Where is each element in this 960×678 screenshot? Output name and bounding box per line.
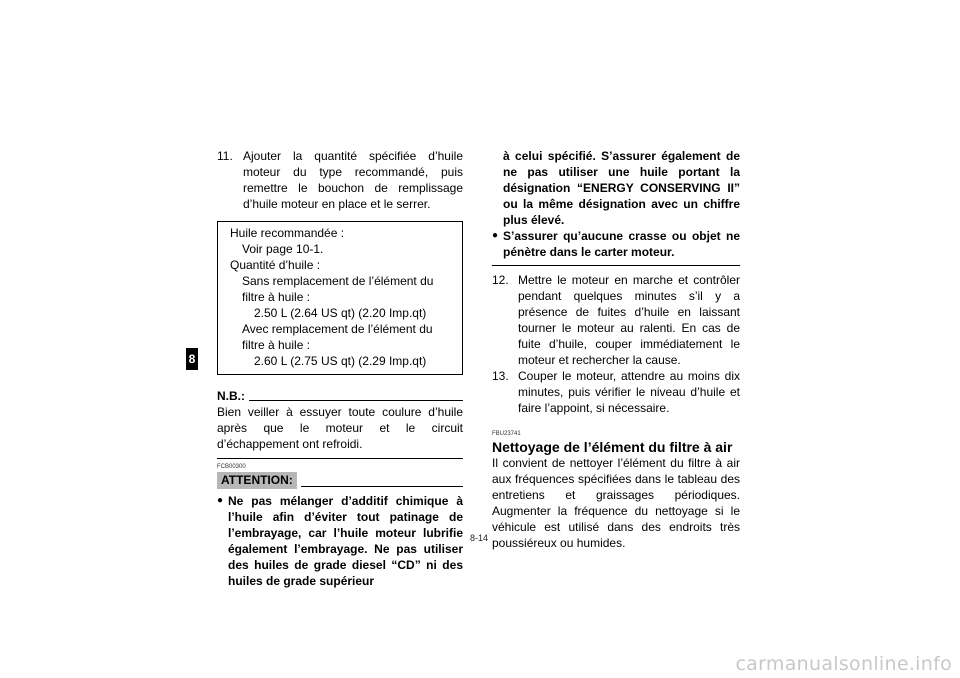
bullet-icon: ● (492, 230, 499, 241)
step-13 (492, 368, 740, 416)
spec-line: 2.60 L (2.75 US qt) (2.29 Imp.qt) (254, 354, 427, 368)
spec-line: 2.50 L (2.64 US qt) (2.20 Imp.qt) (254, 306, 427, 320)
section-title: Nettoyage de l’élément du filtre à air (492, 439, 733, 455)
spec-line: Sans remplacement de l’élément du filtre à huile : (242, 274, 434, 304)
spec-line: Quantité d’huile : (230, 258, 321, 272)
note-rule (249, 400, 463, 401)
step-text: Couper le moteur, attendre au moins dix minutes, puis vérifier le niveau d’huile et faire l’appoint, si nécessaire. (518, 369, 740, 415)
bullet-text: Ne pas mélanger d’additif chimique à l’huile afin d’éviter tout patinage de l’embrayage, car l’huile moteur lubrifie également l’embrayage. Ne pas utiliser des huiles de grade diesel “CD” ni des huiles de grade supérieur (228, 494, 463, 588)
attention-rule (301, 486, 463, 487)
attention-bullet-1-continued: à celui spécifié. S’assurer également de ne pas utiliser une huile portant la désignation “ENERGY CONSERVING II” ou la même désignation avec un chiffre plus élevé. (503, 149, 740, 227)
attention-label: ATTENTION: (217, 472, 297, 489)
step-text: Ajouter la quantité spécifiée d’huile moteur du type recommandé, puis remettre le bouchon de remplissage d’huile moteur en place et le serrer. (243, 149, 463, 211)
section-code: FBU23741 (492, 431, 521, 437)
step-12 (492, 272, 740, 368)
step-text: Mettre le moteur en marche et contrôler pendant quelques minutes s’il y a présence de fuites d’huile en laissant tourner le moteur au ralenti. En cas de fuite d’huile, couper immédiatement le moteur et rechercher la cause. (518, 273, 740, 367)
attention-heading (217, 472, 463, 489)
attention-code: FCB00300 (217, 464, 246, 470)
spec-line: Voir page 10-1. (242, 242, 324, 256)
spec-line: Avec remplacement de l’élément du filtre à huile : (242, 322, 433, 352)
note-end-rule (217, 458, 463, 459)
page-number: 8-14 (470, 533, 489, 543)
attention-bullet-1 (217, 493, 463, 589)
left-column (217, 148, 463, 589)
attention-bullet-2 (492, 228, 740, 260)
step-number: 13. (492, 369, 509, 383)
oil-spec-box (217, 221, 463, 375)
note-heading (217, 388, 463, 404)
step-number: 12. (492, 273, 509, 287)
right-column (492, 148, 740, 551)
watermark: carmanualsonline.info (735, 653, 952, 675)
section-text: Il convient de nettoyer l’élément du filtre à air aux fréquences spécifiées dans le tableau des entretiens et graissages périodiques. Augmenter la fréquence du nettoyage si le véhicule est utilisé dans des endroits très poussiéreux ou humides. (492, 456, 740, 550)
attention-end-rule (492, 265, 740, 266)
bullet-icon: ● (217, 495, 224, 506)
chapter-tab: 8 (186, 348, 198, 370)
step-number: 11. (217, 149, 233, 163)
note-label: N.B.: (217, 389, 245, 403)
bullet-text: S’assurer qu’aucune crasse ou objet ne pénètre dans le carter moteur. (503, 229, 740, 259)
spec-line: Huile recommandée : (230, 226, 345, 240)
step-11 (217, 148, 463, 212)
note-text: Bien veiller à essuyer toute coulure d’huile après que le moteur et le circuit d’échappement ont refroidi. (217, 405, 463, 451)
